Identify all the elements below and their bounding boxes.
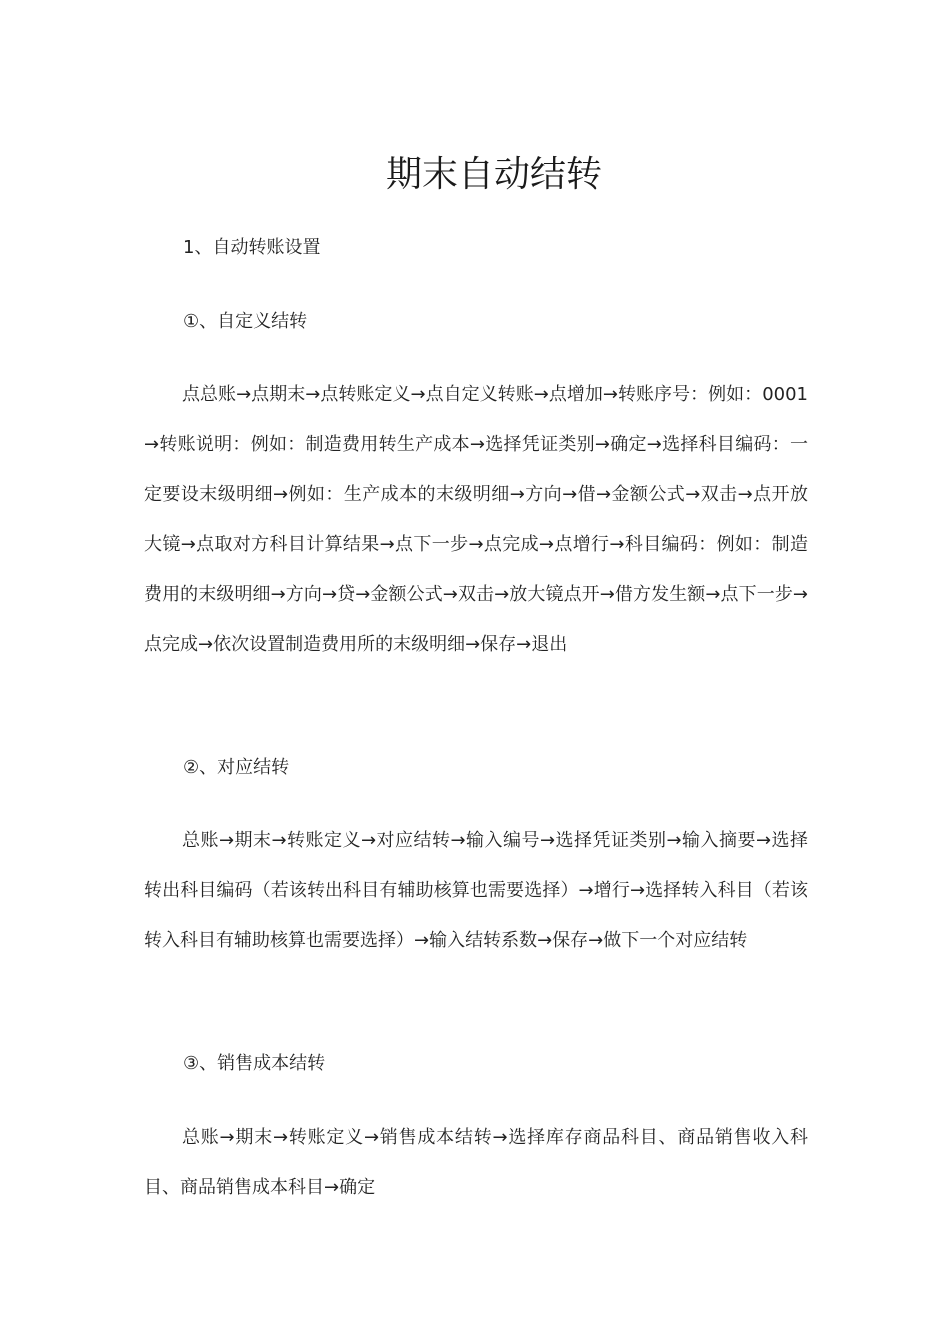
corresponding-transfer-steps: 总账→期末→转账定义→对应结转→输入编号→选择凭证类别→输入摘要→选择转出科目编码（若该转出科目有辅助核算也需要选择）→增行→选择转入科目（若该转入科目有辅助核算也需要选择）→输入结转系数→保存→做下一个对应结转 xyxy=(144,830,808,951)
sales-cost-transfer-steps: 总账→期末→转账定义→销售成本结转→选择库存商品科目、商品销售收入科目、商品销售成本科目→确定 xyxy=(144,1127,808,1198)
section-heading-auto-transfer-setup: 1、自动转账设置 xyxy=(183,237,321,258)
subsection-heading-custom-transfer: ①、自定义结转 xyxy=(183,311,308,332)
custom-transfer-steps: 点总账→点期末→点转账定义→点自定义转账→点增加→转账序号：例如：0001→转账说明：例如：制造费用转生产成本→选择凭证类别→确定→选择科目编码：一定要设末级明细→例如：生产成本的末级明细→方向→借→金额公式→双击→点开放大镜→点取对方科目计算结果→点下一步→点完成→点增行→科目编码：例如：制造费用的末级明细→方向→贷→金额公式→双击→放大镜点开→借方发生额→点下一步→点完成→依次设置制造费用所的末级明细→保存→退出 xyxy=(144,384,808,655)
document-title: 期末自动结转 xyxy=(385,154,602,195)
subsection-heading-corresponding-transfer: ②、对应结转 xyxy=(183,757,290,778)
subsection-heading-sales-cost-transfer: ③、销售成本结转 xyxy=(183,1053,326,1074)
